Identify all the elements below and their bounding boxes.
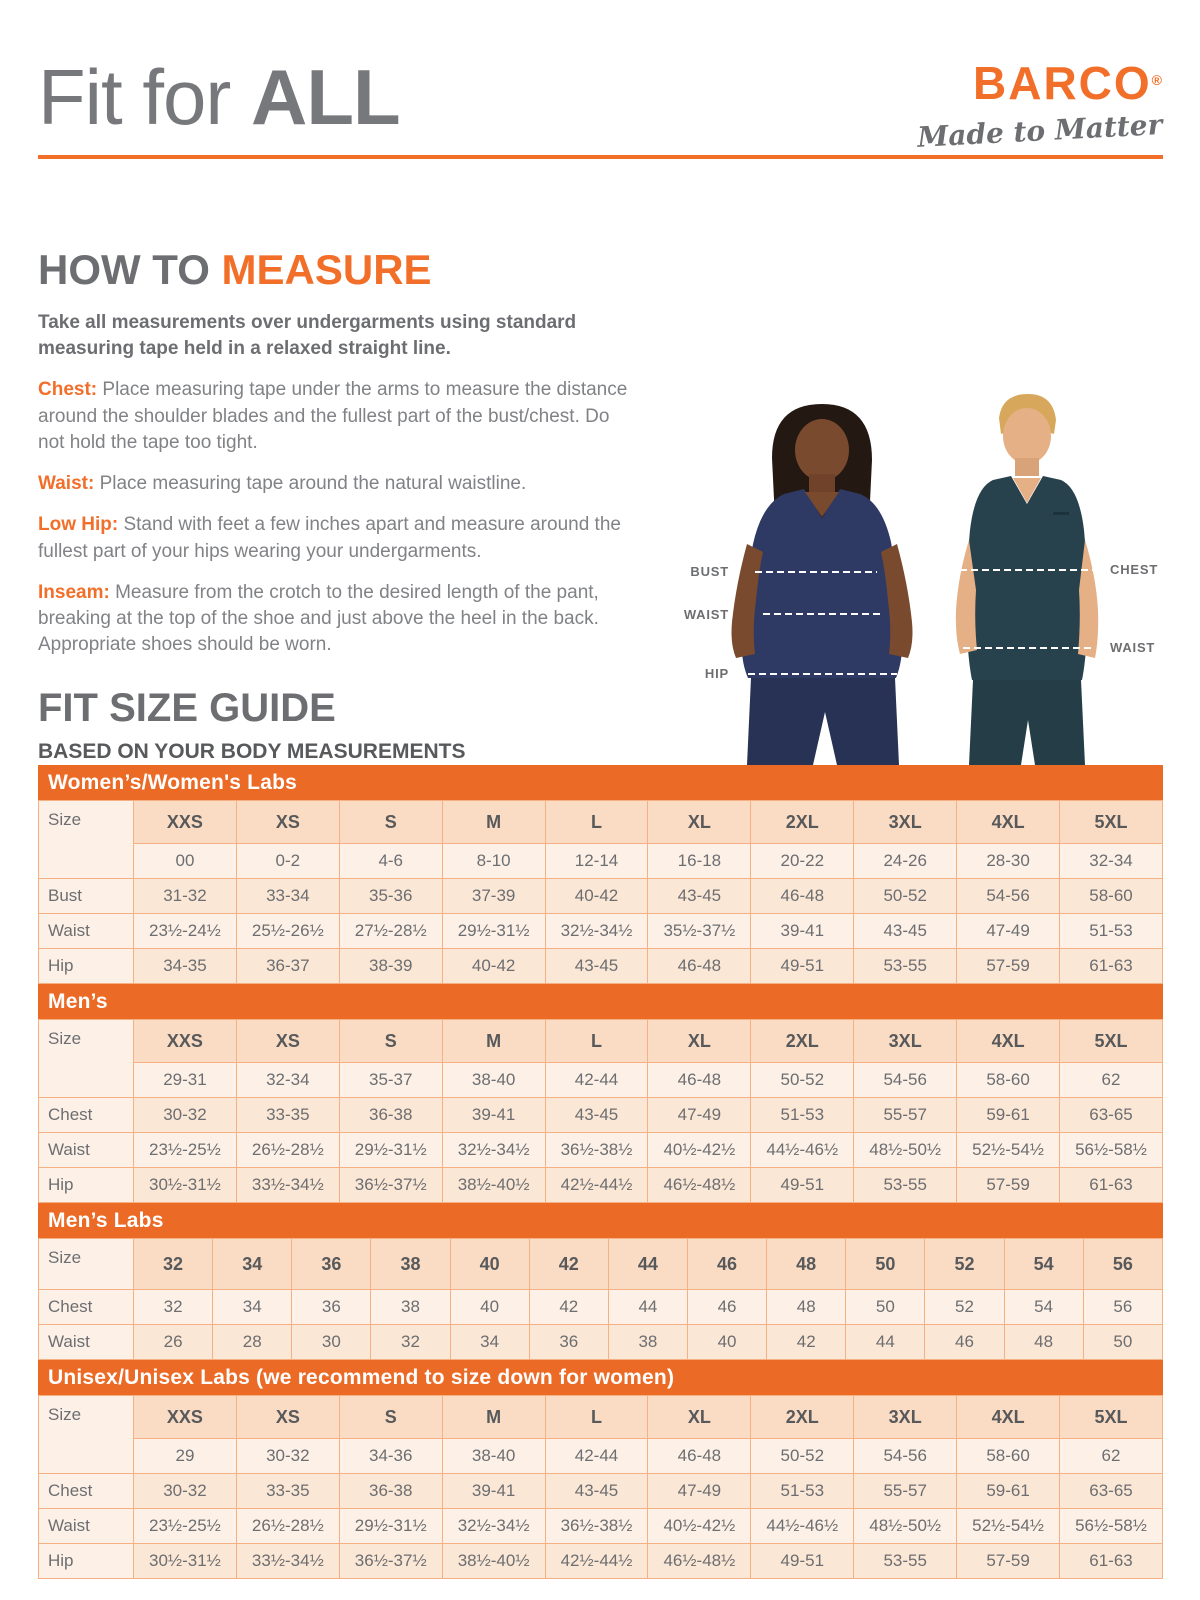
- measurement-cell: 59-61: [957, 1098, 1060, 1133]
- size-header-cell: 34: [213, 1239, 292, 1290]
- size-header-cell: XXS: [134, 801, 237, 844]
- measurement-row-label: Hip: [39, 949, 134, 984]
- measurement-cell: 56: [1083, 1290, 1162, 1325]
- size-header-cell: 44: [608, 1239, 687, 1290]
- measurement-cell: 30-32: [134, 1474, 237, 1509]
- measurement-cell: 51-53: [1060, 914, 1163, 949]
- numeric-size-cell: 35-37: [339, 1063, 442, 1098]
- measurement-cell: 51-53: [751, 1098, 854, 1133]
- measurement-cell: 34-35: [134, 949, 237, 984]
- measurement-cell: 53-55: [854, 1168, 957, 1203]
- numeric-size-cell: 20-22: [751, 844, 854, 879]
- measurement-cell: 38-39: [339, 949, 442, 984]
- measurement-cell: 36-38: [339, 1474, 442, 1509]
- models-photo: [645, 388, 1190, 765]
- measurement-cell: 36-38: [339, 1098, 442, 1133]
- numeric-size-cell: 46-48: [648, 1063, 751, 1098]
- measurement-cell: 43-45: [545, 1098, 648, 1133]
- page-title-regular: Fit for: [38, 53, 252, 141]
- measurement-cell: 40-42: [442, 949, 545, 984]
- table-band-title: Men’s: [38, 984, 1163, 1019]
- measurement-cell: 54-56: [957, 879, 1060, 914]
- numeric-size-cell: 58-60: [957, 1439, 1060, 1474]
- measurement-cell: 33-35: [236, 1474, 339, 1509]
- waist-left-label: WAIST: [683, 607, 729, 622]
- size-header-cell: 3XL: [854, 1396, 957, 1439]
- measurement-cell: 49-51: [751, 1544, 854, 1579]
- numeric-size-cell: 32-34: [1060, 844, 1163, 879]
- measurement-cell: 26½-28½: [236, 1133, 339, 1168]
- measurement-cell: 32: [134, 1290, 213, 1325]
- measurement-cell: 35-36: [339, 879, 442, 914]
- measurement-cell: 33½-34½: [236, 1544, 339, 1579]
- measurement-cell: 43-45: [648, 879, 751, 914]
- size-header-cell: 42: [529, 1239, 608, 1290]
- size-header-cell: M: [442, 1020, 545, 1063]
- measurement-row-label: Hip: [39, 1168, 134, 1203]
- size-header-cell: 2XL: [751, 1020, 854, 1063]
- measurement-cell: 46-48: [648, 949, 751, 984]
- measurement-cell: 29½-31½: [442, 914, 545, 949]
- measurement-cell: 34: [213, 1290, 292, 1325]
- size-table: [38, 800, 1163, 984]
- size-header-cell: 2XL: [751, 801, 854, 844]
- brand-wordmark: BARCO®: [973, 57, 1162, 109]
- numeric-size-cell: 38-40: [442, 1439, 545, 1474]
- measurement-cell: 29½-31½: [339, 1133, 442, 1168]
- size-header-cell: XXS: [134, 1396, 237, 1439]
- size-header-cell: 54: [1004, 1239, 1083, 1290]
- measurement-cell: 46: [925, 1325, 1004, 1360]
- measurement-cell: 56½-58½: [1060, 1133, 1163, 1168]
- measurement-cell: 28: [213, 1325, 292, 1360]
- numeric-size-cell: 62: [1060, 1439, 1163, 1474]
- numeric-size-cell: 46-48: [648, 1439, 751, 1474]
- measurement-cell: 37-39: [442, 879, 545, 914]
- measurement-cell: 46: [687, 1290, 766, 1325]
- measurement-cell: 53-55: [854, 1544, 957, 1579]
- instructions-intro: Take all measurements over undergarments using standard measuring tape held in a relaxed straight line.: [38, 312, 577, 360]
- measurement-cell: 57-59: [957, 1544, 1060, 1579]
- size-header-cell: 50: [846, 1239, 925, 1290]
- measurement-cell: 43-45: [545, 949, 648, 984]
- size-header-cell: 2XL: [751, 1396, 854, 1439]
- measurement-cell: 36: [292, 1290, 371, 1325]
- measurement-cell: 30½-31½: [134, 1544, 237, 1579]
- bust-label: BUST: [690, 564, 729, 579]
- measurement-cell: 36½-38½: [545, 1509, 648, 1544]
- measurement-instructions: [38, 310, 638, 673]
- measurement-cell: 32½-34½: [442, 1509, 545, 1544]
- measurement-cell: 55-57: [854, 1474, 957, 1509]
- size-header-cell: M: [442, 801, 545, 844]
- numeric-size-cell: 12-14: [545, 844, 648, 879]
- woman-scrub-pants: [747, 678, 899, 765]
- measurement-cell: 43-45: [854, 914, 957, 949]
- measurement-row-label: Chest: [39, 1474, 134, 1509]
- measurement-cell: 48½-50½: [854, 1133, 957, 1168]
- measurement-row-label: Waist: [39, 1509, 134, 1544]
- page-title-bold: ALL: [251, 53, 400, 141]
- man-scrub-top: [966, 476, 1087, 680]
- measurement-cell: 36½-37½: [339, 1544, 442, 1579]
- size-header-cell: L: [545, 1020, 648, 1063]
- waist-right-label: WAIST: [1110, 640, 1156, 655]
- measurement-cell: 32: [371, 1325, 450, 1360]
- measurement-cell: 36½-37½: [339, 1168, 442, 1203]
- measurement-cell: 59-61: [957, 1474, 1060, 1509]
- measurement-cell: 26: [134, 1325, 213, 1360]
- measurement-cell: 39-41: [442, 1474, 545, 1509]
- man-chest-pocket: [1053, 512, 1069, 515]
- size-corner-label: Size: [39, 1020, 134, 1098]
- numeric-size-cell: 50-52: [751, 1439, 854, 1474]
- measurement-cell: 48: [1004, 1325, 1083, 1360]
- measurement-cell: 23½-25½: [134, 1509, 237, 1544]
- fit-size-guide-subheading: BASED ON YOUR BODY MEASUREMENTS: [38, 740, 466, 763]
- measurement-cell: 63-65: [1060, 1474, 1163, 1509]
- measurement-cell: 38: [371, 1290, 450, 1325]
- measurement-cell: 25½-26½: [236, 914, 339, 949]
- measurement-cell: 55-57: [854, 1098, 957, 1133]
- size-tables: [38, 765, 1163, 1579]
- measurement-cell: 57-59: [957, 949, 1060, 984]
- measurement-cell: 44: [846, 1325, 925, 1360]
- man-scrub-pants: [969, 680, 1085, 765]
- measurement-cell: 43-45: [545, 1474, 648, 1509]
- measurement-cell: 46-48: [751, 879, 854, 914]
- size-header-cell: 4XL: [957, 801, 1060, 844]
- measurement-cell: 56½-58½: [1060, 1509, 1163, 1544]
- measurement-cell: 31-32: [134, 879, 237, 914]
- measurement-cell: 52: [925, 1290, 1004, 1325]
- size-corner-label: Size: [39, 801, 134, 879]
- measurement-row-label: Waist: [39, 1133, 134, 1168]
- how-to-measure-heading: HOW TO MEASURE: [38, 246, 432, 293]
- measurement-row-label: Bust: [39, 879, 134, 914]
- fit-size-guide-heading: FIT SIZE GUIDE: [38, 686, 336, 730]
- measurement-cell: 23½-24½: [134, 914, 237, 949]
- measurement-cell: 42: [767, 1325, 846, 1360]
- measurement-cell: 42½-44½: [545, 1168, 648, 1203]
- measurement-cell: 52½-54½: [957, 1509, 1060, 1544]
- measurement-cell: 23½-25½: [134, 1133, 237, 1168]
- numeric-size-cell: 62: [1060, 1063, 1163, 1098]
- man-neck: [1015, 458, 1039, 476]
- measurement-cell: 49-51: [751, 949, 854, 984]
- size-header-cell: 4XL: [957, 1020, 1060, 1063]
- brand-tagline: Made to Matter: [916, 108, 1163, 154]
- size-header-cell: XXS: [134, 1020, 237, 1063]
- measurement-cell: 54: [1004, 1290, 1083, 1325]
- page-title: [38, 52, 400, 143]
- measurement-cell: 42: [529, 1290, 608, 1325]
- measurement-cell: 46½-48½: [648, 1168, 751, 1203]
- measurement-cell: 33-35: [236, 1098, 339, 1133]
- size-corner-label: Size: [39, 1396, 134, 1474]
- size-header-cell: S: [339, 1020, 442, 1063]
- numeric-size-cell: 28-30: [957, 844, 1060, 879]
- measurement-cell: 34: [450, 1325, 529, 1360]
- size-header-cell: 32: [134, 1239, 213, 1290]
- measurement-cell: 50: [1083, 1325, 1162, 1360]
- barco-logo: [916, 57, 1163, 154]
- measurement-cell: 30½-31½: [134, 1168, 237, 1203]
- size-header-cell: 48: [767, 1239, 846, 1290]
- measurement-cell: 36½-38½: [545, 1133, 648, 1168]
- measurement-cell: 47-49: [648, 1474, 751, 1509]
- table-band-title: Women’s/Women's Labs: [38, 765, 1163, 800]
- numeric-size-cell: 00: [134, 844, 237, 879]
- size-header-cell: 36: [292, 1239, 371, 1290]
- measurement-cell: 50: [846, 1290, 925, 1325]
- numeric-size-cell: 42-44: [545, 1063, 648, 1098]
- numeric-size-cell: 50-52: [751, 1063, 854, 1098]
- size-table: [38, 1238, 1163, 1360]
- measurement-cell: 30-32: [134, 1098, 237, 1133]
- measurement-row-label: Chest: [39, 1290, 134, 1325]
- size-header-cell: XL: [648, 1396, 751, 1439]
- numeric-size-cell: 54-56: [854, 1439, 957, 1474]
- size-header-cell: S: [339, 1396, 442, 1439]
- size-header-cell: 5XL: [1060, 1396, 1163, 1439]
- size-header-cell: 5XL: [1060, 801, 1163, 844]
- measurement-cell: 46½-48½: [648, 1544, 751, 1579]
- measurement-cell: 63-65: [1060, 1098, 1163, 1133]
- table-band-title: Unisex/Unisex Labs (we recommend to size down for women): [38, 1360, 1163, 1395]
- measurement-cell: 39-41: [751, 914, 854, 949]
- measurement-cell: 36-37: [236, 949, 339, 984]
- measurement-cell: 38: [608, 1325, 687, 1360]
- size-table: [38, 1395, 1163, 1579]
- instruction-chest: Chest: Place measuring tape under the arms to measure the distance around the shoulder blades and the fullest part of the bust/chest. Do not hold the tape too tight.: [38, 379, 628, 453]
- measurement-cell: 50-52: [854, 879, 957, 914]
- measurement-cell: 38½-40½: [442, 1168, 545, 1203]
- orange-divider: [38, 155, 1163, 159]
- measurement-cell: 33-34: [236, 879, 339, 914]
- measurement-cell: 40½-42½: [648, 1133, 751, 1168]
- size-corner-label: Size: [39, 1239, 134, 1290]
- numeric-size-cell: 30-32: [236, 1439, 339, 1474]
- size-header-cell: 40: [450, 1239, 529, 1290]
- measurement-cell: 44½-46½: [751, 1133, 854, 1168]
- size-header-cell: 38: [371, 1239, 450, 1290]
- measurement-cell: 49-51: [751, 1168, 854, 1203]
- size-header-cell: 3XL: [854, 1020, 957, 1063]
- measurement-cell: 29½-31½: [339, 1509, 442, 1544]
- size-header-cell: M: [442, 1396, 545, 1439]
- numeric-size-cell: 29: [134, 1439, 237, 1474]
- size-header-cell: S: [339, 801, 442, 844]
- measurement-cell: 32½-34½: [442, 1133, 545, 1168]
- size-table: [38, 1019, 1163, 1203]
- measurement-cell: 40½-42½: [648, 1509, 751, 1544]
- numeric-size-cell: 38-40: [442, 1063, 545, 1098]
- size-header-cell: XL: [648, 1020, 751, 1063]
- measurement-cell: 33½-34½: [236, 1168, 339, 1203]
- measurement-cell: 30: [292, 1325, 371, 1360]
- measurement-cell: 47-49: [648, 1098, 751, 1133]
- size-header-cell: 3XL: [854, 801, 957, 844]
- size-header-cell: XS: [236, 801, 339, 844]
- numeric-size-cell: 54-56: [854, 1063, 957, 1098]
- measurement-cell: 61-63: [1060, 1168, 1163, 1203]
- numeric-size-cell: 58-60: [957, 1063, 1060, 1098]
- numeric-size-cell: 0-2: [236, 844, 339, 879]
- man-face: [1003, 408, 1051, 464]
- size-header-cell: XL: [648, 801, 751, 844]
- size-header-cell: 5XL: [1060, 1020, 1163, 1063]
- measurement-row-label: Hip: [39, 1544, 134, 1579]
- measurement-cell: 53-55: [854, 949, 957, 984]
- measurement-cell: 61-63: [1060, 1544, 1163, 1579]
- measurement-cell: 36: [529, 1325, 608, 1360]
- measurement-row-label: Chest: [39, 1098, 134, 1133]
- size-header-cell: XS: [236, 1020, 339, 1063]
- woman-face: [795, 419, 849, 481]
- measurement-cell: 35½-37½: [648, 914, 751, 949]
- measurement-cell: 61-63: [1060, 949, 1163, 984]
- registered-trademark-icon: ®: [1151, 72, 1162, 88]
- instruction-inseam: Inseam: Measure from the crotch to the desired length of the pant, breaking at the top of the shoe and just above the heel in the back. Appropriate shoes should be worn.: [38, 581, 599, 656]
- measurement-cell: 47-49: [957, 914, 1060, 949]
- size-header-cell: XS: [236, 1396, 339, 1439]
- numeric-size-cell: 16-18: [648, 844, 751, 879]
- numeric-size-cell: 4-6: [339, 844, 442, 879]
- size-header-cell: 52: [925, 1239, 1004, 1290]
- size-header-cell: 46: [687, 1239, 766, 1290]
- chest-label: CHEST: [1110, 562, 1159, 577]
- measurement-cell: 40-42: [545, 879, 648, 914]
- instruction-waist: Waist: Place measuring tape around the natural waistline.: [38, 473, 527, 495]
- measurement-cell: 57-59: [957, 1168, 1060, 1203]
- numeric-size-cell: 24-26: [854, 844, 957, 879]
- measurement-cell: 32½-34½: [545, 914, 648, 949]
- measurement-row-label: Waist: [39, 1325, 134, 1360]
- numeric-size-cell: 8-10: [442, 844, 545, 879]
- measurement-cell: 42½-44½: [545, 1544, 648, 1579]
- measurement-cell: 39-41: [442, 1098, 545, 1133]
- measurement-cell: 27½-28½: [339, 914, 442, 949]
- numeric-size-cell: 34-36: [339, 1439, 442, 1474]
- hip-label: HIP: [704, 666, 729, 681]
- measurement-row-label: Waist: [39, 914, 134, 949]
- size-header-cell: 4XL: [957, 1396, 1060, 1439]
- numeric-size-cell: 42-44: [545, 1439, 648, 1474]
- size-header-cell: 56: [1083, 1239, 1162, 1290]
- measurement-cell: 58-60: [1060, 879, 1163, 914]
- measurement-cell: 40: [450, 1290, 529, 1325]
- size-header-cell: L: [545, 801, 648, 844]
- measurement-cell: 44½-46½: [751, 1509, 854, 1544]
- instruction-low-hip: Low Hip: Stand with feet a few inches apart and measure around the fullest part of your hips wearing your undergarments.: [38, 514, 621, 562]
- measurement-cell: 38½-40½: [442, 1544, 545, 1579]
- numeric-size-cell: 32-34: [236, 1063, 339, 1098]
- measurement-cell: 48: [767, 1290, 846, 1325]
- measurement-cell: 26½-28½: [236, 1509, 339, 1544]
- numeric-size-cell: 29-31: [134, 1063, 237, 1098]
- measurement-cell: 44: [608, 1290, 687, 1325]
- measurement-cell: 40: [687, 1325, 766, 1360]
- size-header-cell: L: [545, 1396, 648, 1439]
- table-band-title: Men’s Labs: [38, 1203, 1163, 1238]
- measurement-cell: 52½-54½: [957, 1133, 1060, 1168]
- measurement-cell: 51-53: [751, 1474, 854, 1509]
- measurement-cell: 48½-50½: [854, 1509, 957, 1544]
- woman-neck: [809, 474, 835, 494]
